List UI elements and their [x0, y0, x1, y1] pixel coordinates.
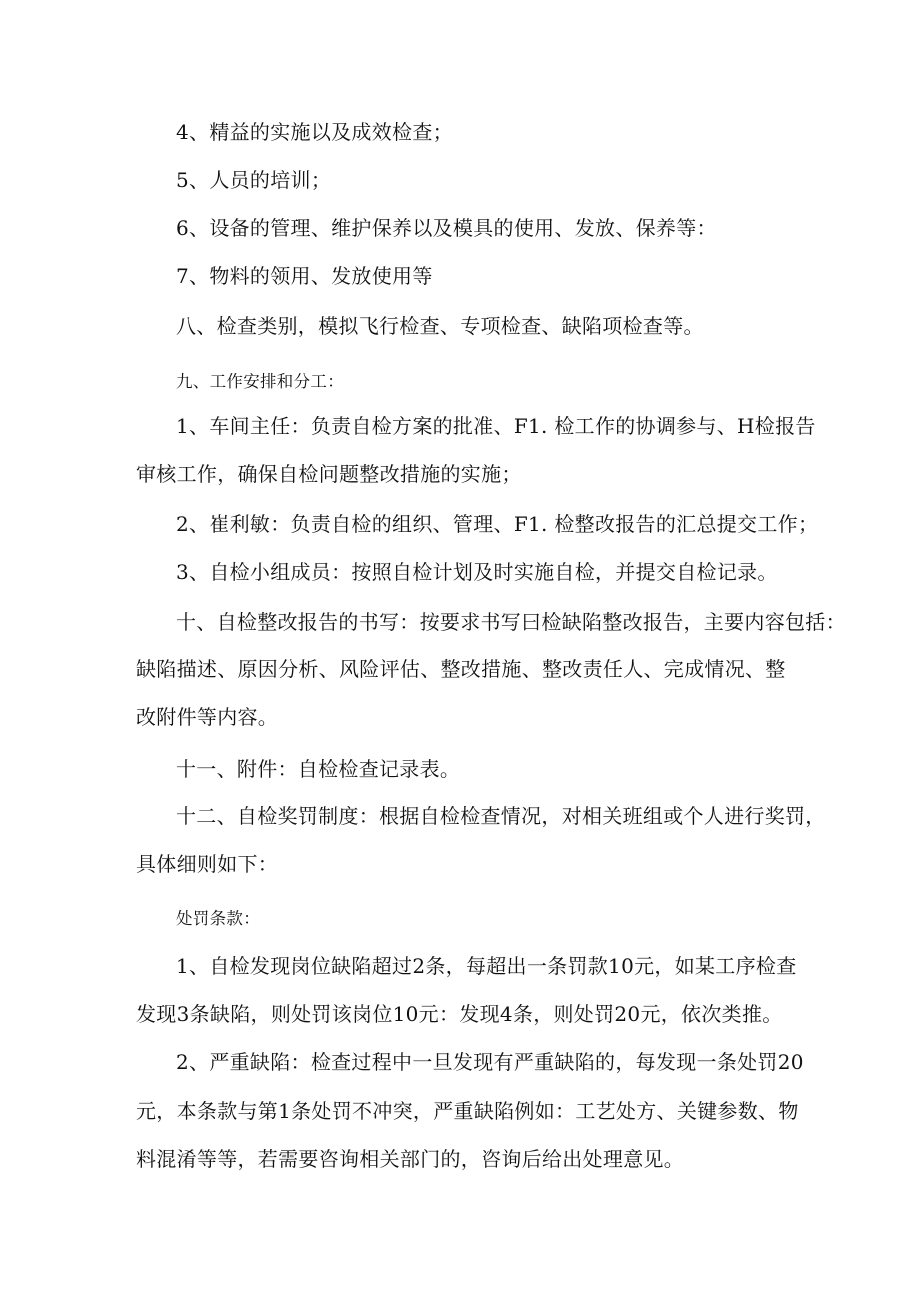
penalty-heading: 处罚条款： [176, 909, 260, 928]
duty-item-1-cont: 审核工作，确保自检问题整改措施的实施； [136, 462, 522, 486]
list-item-4: 4、精益的实施以及成效检查； [176, 120, 453, 144]
list-item-5: 5、人员的培训； [176, 168, 332, 192]
section-10-cont-2: 改附件等内容。 [136, 705, 279, 729]
list-item-6: 6、设备的管理、维护保养以及模具的使用、发放、保养等： [176, 216, 717, 240]
duty-item-1: 1、车间主任：负责自检方案的批准、F1. 检工作的协调参与、H检报告 [176, 414, 816, 438]
section-heading-12: 十二、自检奖罚制度：根据自检检查情况，对相关班组或个人进行奖罚， [176, 804, 826, 828]
penalty-item-2-cont-2: 料混淆等等，若需要咨询相关部门的，咨询后给出处理意见。 [136, 1147, 685, 1171]
penalty-item-1: 1、自检发现岗位缺陷超过2条，每超出一条罚款10元，如某工序检查 [176, 954, 797, 978]
section-12-cont: 具体细则如下： [136, 852, 279, 876]
section-heading-8: 八、检查类别，模拟飞行检查、专项检查、缺陷项检查等。 [176, 314, 704, 338]
section-10-cont-1: 缺陷描述、原因分析、风险评估、整改措施、整改责任人、完成情况、整 [136, 657, 786, 681]
penalty-item-2-cont-1: 元，本条款与第1条处罚不冲突，严重缺陷例如：工艺处方、关键参数、物 [136, 1099, 799, 1123]
duty-item-3: 3、自检小组成员：按照自检计划及时实施自检，并提交自检记录。 [176, 560, 778, 584]
penalty-item-2: 2、严重缺陷：检查过程中一旦发现有严重缺陷的，每发现一条处罚20 [176, 1050, 804, 1074]
section-heading-10: 十、自检整改报告的书写：按要求书写曰检缺陷整改报告，主要内容包括： [176, 610, 846, 634]
section-heading-11: 十一、附件：自检检查记录表。 [176, 757, 461, 781]
section-heading-9: 九、工作安排和分工： [176, 372, 344, 391]
list-item-7: 7、物料的领用、发放使用等 [176, 264, 433, 288]
duty-item-2: 2、崔利敏：负责自检的组织、管理、F1. 检整改报告的汇总提交工作； [176, 512, 819, 536]
penalty-item-1-cont: 发现3条缺陷，则处罚该岗位10元：发现4条，则处罚20元，依次类推。 [136, 1002, 783, 1026]
